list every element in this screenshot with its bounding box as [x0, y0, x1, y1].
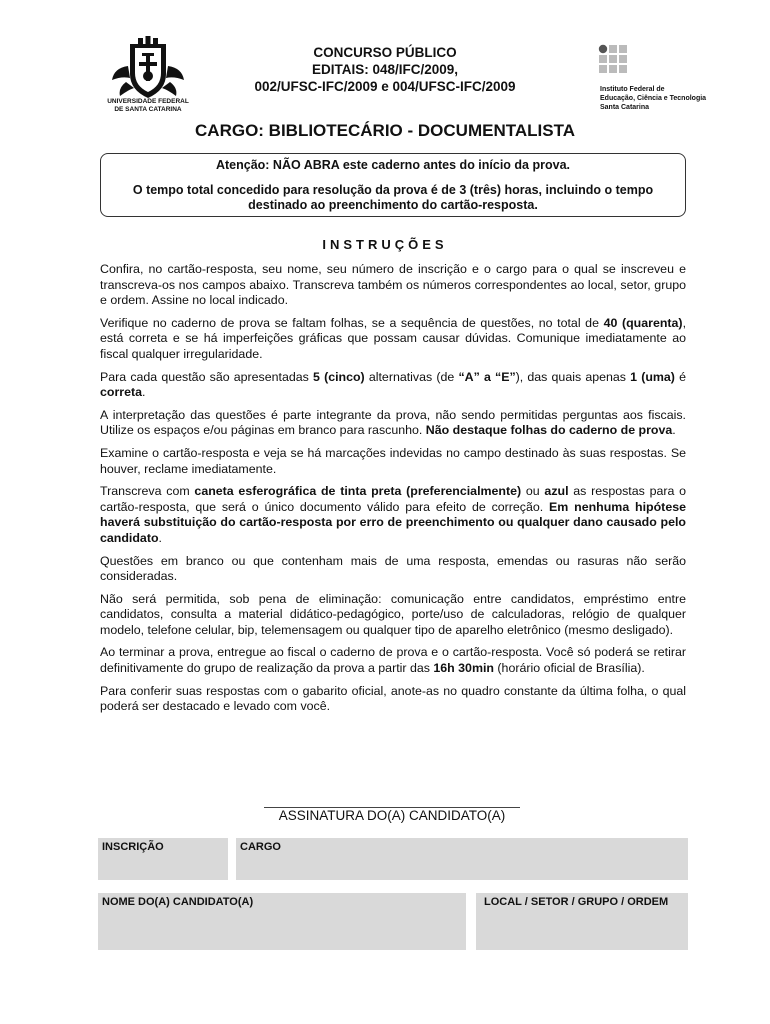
ufsc-name-line: DE SANTA CATARINA	[114, 106, 182, 113]
instruction-paragraph: Verifique no caderno de prova se faltam folhas, se a sequência de questões, no total de 40 (quarenta), está correta e se há imperfeições gráficas que possam causar dúvidas. Comunique imediatamente ao fiscal qualquer irregularidade.	[100, 315, 687, 361]
instruction-paragraph: A interpretação das questões é parte integrante da prova, não sendo permitidas perguntas aos fiscais. Utilize os espaços e/ou páginas em branco para rascunho. Não destaque folhas do caderno de prova.	[100, 407, 686, 438]
cargo-label: CARGO	[240, 841, 281, 853]
instruction-paragraph: Questões em branco ou que contenham mais de uma resposta, emendas ou rasuras não serão consideradas.	[100, 553, 686, 584]
instruction-paragraph: Para conferir suas respostas com o gabarito oficial, anote-as no quadro constante da última folha, o qual poderá ser destacado e levado com você.	[100, 683, 686, 714]
instruction-paragraph: Examine o cartão-resposta e veja se há marcações indevidas no campo destinado às suas respostas. Se houver, reclame imediatamente.	[100, 445, 686, 476]
instruction-paragraph: Transcreva com caneta esferográfica de tinta preta (preferencialmente) ou azul as respostas para o cartão-resposta, que será o único documento válido para efeito de correção. Em nenhuma hipótese haverá substituição do cartão-resposta por erro de preenchimento ou qualquer dano causado pelo candidato.	[100, 484, 687, 545]
ufsc-name-line: UNIVERSIDADE FEDERAL	[107, 98, 189, 105]
title-line: CONCURSO PÚBLICO	[313, 45, 457, 60]
local-setor-field[interactable]	[476, 893, 688, 950]
ifsc-name-line: Instituto Federal de	[600, 86, 665, 93]
title-line: EDITAIS: 048/IFC/2009,	[311, 62, 459, 77]
signature-label: ASSINATURA DO(A) CANDIDATO(A)	[278, 808, 506, 823]
inscricao-label: INSCRIÇÃO	[102, 841, 164, 853]
ifsc-name-line: Educação, Ciência e Tecnologia	[600, 95, 707, 102]
ifsc-name	[600, 85, 706, 112]
cargo-title: CARGO: BIBLIOTECÁRIO - DOCUMENTALISTA	[195, 121, 575, 140]
ifsc-name-line: Santa Catarina	[600, 104, 650, 111]
exam-header-title	[200, 44, 570, 95]
candidate-name-label: NOME DO(A) CANDIDATO(A)	[102, 896, 254, 908]
local-setor-label: LOCAL / SETOR / GRUPO / ORDEM	[484, 896, 669, 908]
ifsc-logo-icon	[598, 44, 632, 78]
inscricao-field[interactable]	[98, 838, 228, 880]
instructions-title: INSTRUÇÕES	[322, 237, 448, 252]
cargo-field[interactable]	[236, 838, 688, 880]
instruction-paragraph: Ao terminar a prova, entregue ao fiscal o caderno de prova e o cartão-resposta. Você só poderá se retirar definitivamente do grupo de realização da prova a partir das 16h 30min (horário oficial de Brasília).	[100, 645, 686, 676]
ufsc-name	[100, 98, 196, 114]
candidate-name-field[interactable]	[98, 893, 466, 950]
instruction-paragraph: Não será permitida, sob pena de eliminação: comunicação entre candidatos, empréstimo entre candidatos, consulta a material didático-pedagógico, porte/uso de calculadoras, relógio de qualquer modelo, telefone celular, bip, telemensagem ou qualquer tipo de aparelho eletrônico (mesmo desligado).	[100, 591, 686, 637]
instruction-paragraph: Confira, no cartão-resposta, seu nome, seu número de inscrição e o cargo para o qual se inscreveu e transcreva-os nos campos abaixo. Transcreva também os números correspondentes ao local, setor, grupo e ordem. Assine no local indicado.	[100, 262, 686, 308]
attention-box	[100, 153, 686, 217]
attention-line: Atenção: NÃO ABRA este caderno antes do início da prova.	[215, 158, 570, 172]
title-line: 002/UFSC-IFC/2009 e 004/UFSC-IFC/2009	[254, 79, 516, 94]
instruction-paragraph: Para cada questão são apresentadas 5 (cinco) alternativas (de “A” a “E”), das quais apenas 1 (uma) é correta.	[100, 369, 686, 400]
attention-time-line: O tempo total concedido para resolução da prova é de 3 (três) horas, incluindo o tempo destinado ao preenchimento do cartão-resposta.	[132, 183, 654, 212]
instructions-list	[100, 262, 686, 722]
